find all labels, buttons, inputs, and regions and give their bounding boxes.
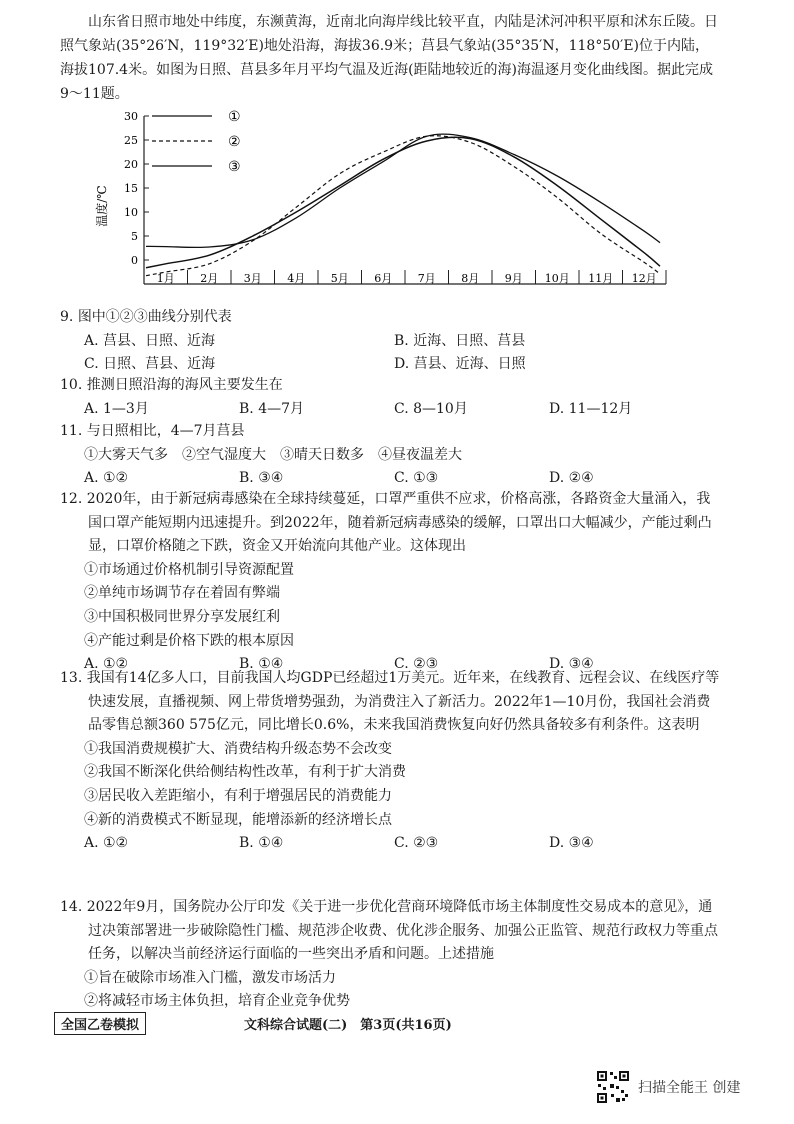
question-10: [60, 374, 720, 421]
statement-item: ①市场通过价格机制引导资源配置: [84, 561, 294, 578]
question-stem: [60, 896, 720, 967]
statement-item: ②单纯市场调节存在着固有弊端: [84, 585, 280, 602]
options-row: [60, 330, 720, 354]
question-text: 2022年9月，国务院办公厅印发《关于进一步优化营商环境降低市场主体制度性交易成本的意见》，通过决策部署进一步破除隐性门槛、规范涉企收费、优化涉企服务、加强公正监管、规范行政权力等重点任务，以解决当前经济运行面临的一些突出矛盾和问题。上述措施: [86, 899, 718, 963]
answer-option: B. ①④: [239, 656, 284, 673]
statement-item: ④产能过剩是价格下跌的根本原因: [84, 632, 294, 649]
watermark: 扫描全能王 创建: [638, 1080, 741, 1096]
legend-label: ②: [228, 134, 241, 150]
intro-paragraph: 山东省日照市地处中纬度，东濒黄海，近南北向海岸线比较平直，内陆是沭河冲积平原和沭东丘陵。日照气象站(35°26′N，119°32′E)地处沿海，海拔36.9米；莒县气象站(35°35′N，118°50′E)位于内陆，海拔107.4米。如图为日照、莒县多年月平均气温及近海(距陆地较近的海)海温逐月变化曲线图。据此完成9～11题。: [60, 14, 718, 102]
question-14: [60, 896, 720, 1014]
exam-badge: 全国乙卷模拟: [54, 1012, 146, 1035]
question-12: [60, 488, 720, 677]
question-number: 9.: [60, 309, 74, 325]
page-info: 文科综合试题(二) 第3页(共16页): [244, 1018, 452, 1033]
temperature-chart: [95, 106, 672, 302]
question-stem: [60, 374, 720, 398]
answer-option: B. 4—7月: [239, 400, 305, 417]
question-text: 推测日照沿海的海风主要发生在: [86, 377, 283, 393]
answer-option: D. ③④: [549, 656, 594, 673]
question-text: 与日照相比，4—7月莒县: [86, 423, 245, 439]
answer-option: B. ③④: [239, 470, 284, 487]
x-tick-label: 4月: [287, 272, 306, 285]
question-text: 我国有14亿多人口，目前我国人均GDP已经超过1万美元。近年来，在线教育、远程会议、在线医疗等快速发展，直播视频、网上带货增势强劲，为消费注入了新活力。2022年1—10月份，我国社会消费品零售总额360 575亿元，同比增长0.6%，未来我国消费恢复向好仍然具备较多有利条件。这表明: [86, 670, 720, 734]
y-tick-label: 15: [124, 182, 138, 195]
statement-item: ①我国消费规模扩大、消费结构升级态势不会改变: [84, 740, 392, 757]
chart-axes: [124, 110, 666, 285]
answer-option: A. 莒县、日照、近海: [84, 332, 216, 349]
chart-legend: [152, 109, 241, 175]
answer-option: C. ①③: [394, 470, 439, 487]
answer-option: A. ①②: [84, 470, 129, 487]
question-number: 12.: [60, 491, 83, 507]
y-tick-label: 5: [131, 230, 138, 243]
answer-option: D. ③④: [549, 835, 594, 852]
x-tick-label: 9月: [504, 272, 523, 285]
y-tick-label: 10: [124, 206, 138, 219]
statement-item: ②将减轻市场主体负担，培育企业竞争优势: [84, 993, 350, 1010]
x-tick-label: 10月: [544, 272, 570, 285]
answer-option: A. 1—3月: [84, 400, 149, 417]
options-row: [60, 832, 720, 856]
answer-option: C. 日照、莒县、近海: [84, 356, 216, 373]
x-tick-label: 11月: [588, 272, 614, 285]
series-line-3: [146, 137, 660, 267]
y-tick-label: 20: [124, 158, 138, 171]
x-tick-label: 7月: [417, 272, 436, 285]
question-number: 11.: [60, 423, 83, 439]
qr-code-icon: [596, 1070, 630, 1104]
answer-option: C. ②③: [394, 835, 439, 852]
chart-series: [146, 134, 660, 276]
x-tick-label: 12月: [631, 272, 657, 285]
options-row: [60, 398, 720, 422]
answer-option: D. ②④: [549, 470, 594, 487]
x-tick-label: 1月: [156, 272, 175, 285]
x-tick-label: 2月: [200, 272, 219, 285]
question-number: 10.: [60, 377, 83, 393]
question-stem: [60, 488, 720, 559]
legend-label: ①: [228, 109, 241, 125]
question-stem: [60, 667, 720, 738]
answer-option: D. 莒县、近海、日照: [394, 356, 526, 373]
page-footer: [54, 1012, 754, 1034]
answer-option: C. 8—10月: [394, 400, 468, 417]
y-tick-label: 30: [124, 110, 138, 123]
question-text: 2020年，由于新冠病毒感染在全球持续蔓延，口罩严重供不应求，价格高涨，各路资金大量涌入，我国口罩产能短期内迅速提升。到2022年，随着新冠病毒感染的缓解，口罩出口大幅减少，产能过剩凸显，口罩价格随之下跌，资金又开始流向其他产业。这体现出: [86, 491, 712, 555]
y-axis-label: 温度/℃: [95, 185, 109, 227]
statement-item: ④新的消费模式不断显现，能增添新的经济增长点: [84, 811, 392, 828]
legend-label: ③: [228, 159, 241, 175]
answer-option: B. ①④: [239, 835, 284, 852]
answer-option: C. ②③: [394, 656, 439, 673]
question-number: 14.: [60, 899, 83, 915]
statement-item: ①大雾天气多 ②空气湿度大 ③晴天日数多 ④昼夜温差大: [84, 446, 462, 463]
question-11: [60, 420, 720, 491]
statement-item: ①旨在破除市场准入门槛，激发市场活力: [84, 969, 336, 986]
x-tick-label: 3月: [243, 272, 262, 285]
answer-option: A. ①②: [84, 656, 129, 673]
x-tick-label: 5月: [330, 272, 349, 285]
question-text: 图中①②③曲线分别代表: [77, 309, 232, 325]
statement-item: ③居民收入差距缩小，有利于增强居民的消费能力: [84, 787, 392, 804]
statement-item: ②我国不断深化供给侧结构性改革，有利于扩大消费: [84, 764, 406, 781]
question-9: [60, 306, 720, 377]
question-number: 13.: [60, 670, 83, 686]
answer-option: D. 11—12月: [549, 400, 633, 417]
answer-option: B. 近海、日照、莒县: [394, 332, 526, 349]
y-tick-label: 25: [124, 134, 138, 147]
question-stem: [60, 420, 720, 444]
question-stem: [60, 306, 720, 330]
series-line-1: [146, 134, 660, 247]
x-tick-label: 6月: [374, 272, 393, 285]
answer-option: A. ①②: [84, 835, 129, 852]
x-tick-label: 8月: [461, 272, 480, 285]
statement-item: ③中国积极同世界分享发展红利: [84, 608, 280, 625]
y-tick-label: 0: [131, 254, 138, 267]
question-13: [60, 667, 720, 856]
